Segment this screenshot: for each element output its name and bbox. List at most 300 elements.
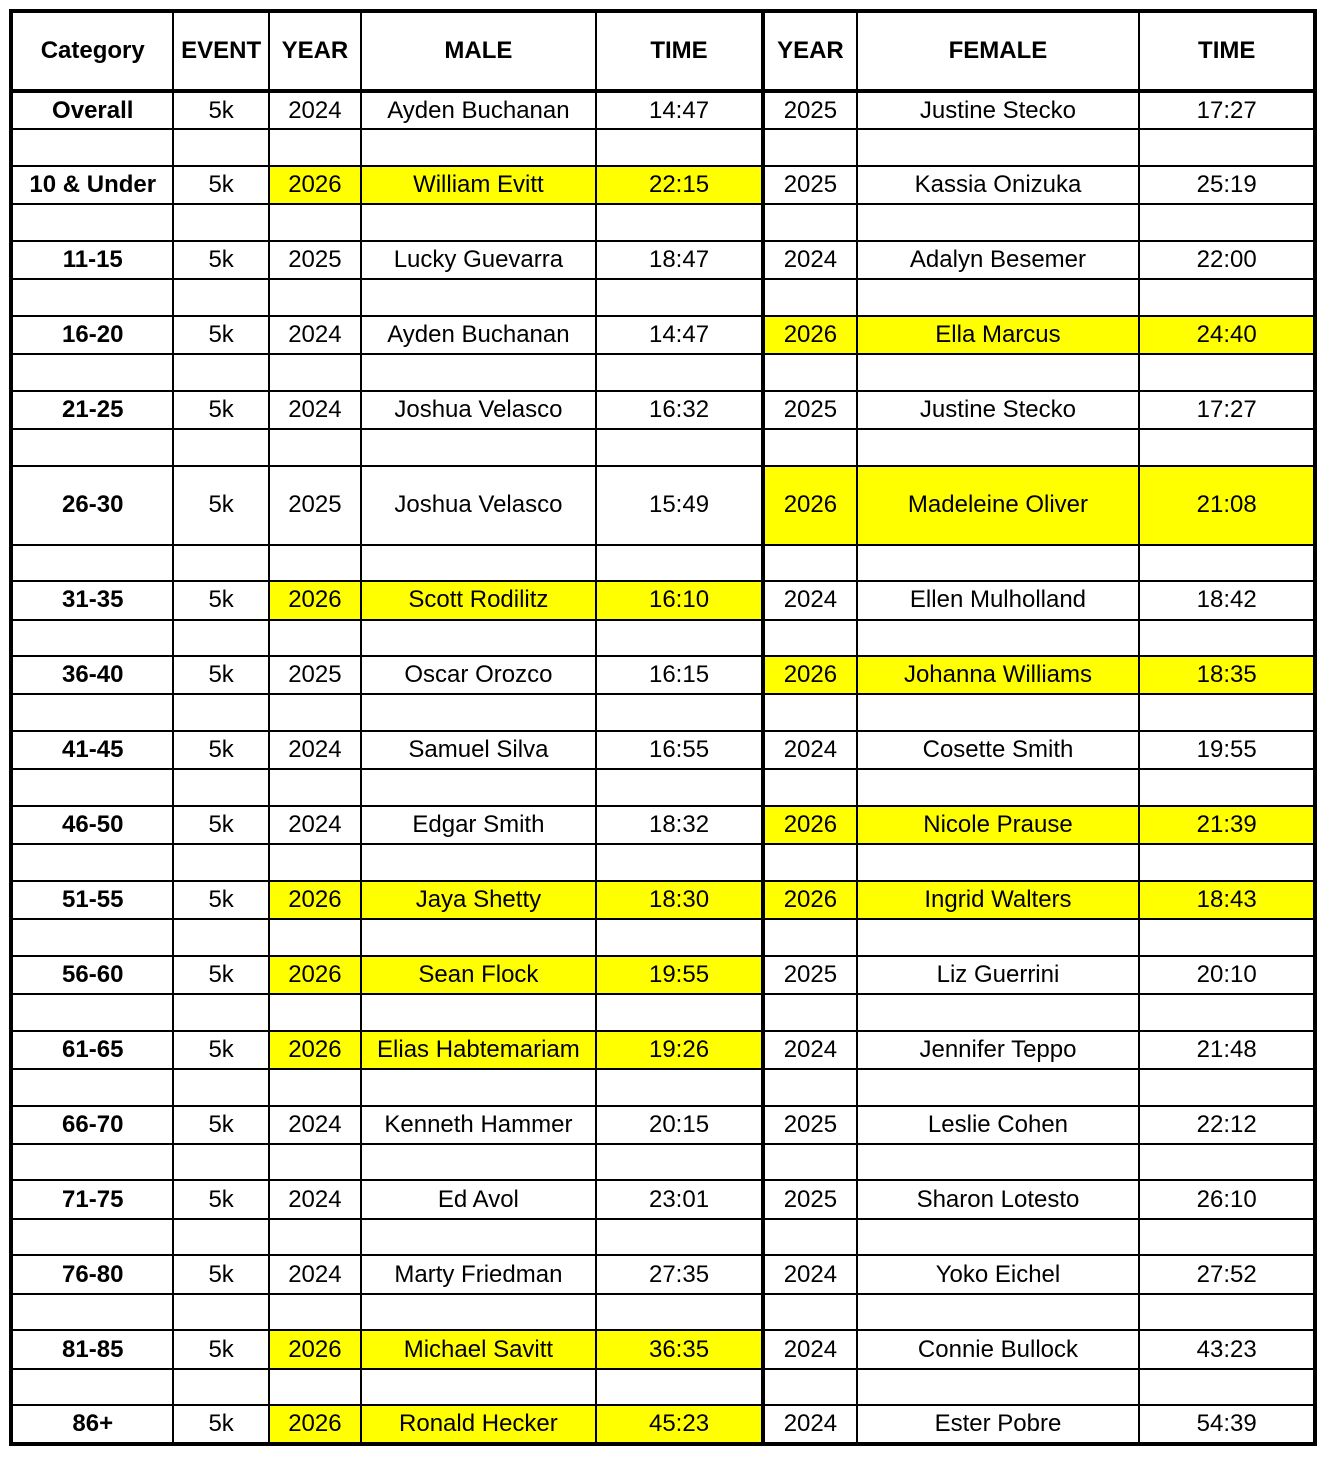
category-cell: 71-75	[11, 1180, 173, 1218]
female-year-cell: 2024	[763, 581, 856, 619]
category-cell: 51-55	[11, 881, 173, 919]
category-cell: Overall	[11, 91, 173, 129]
empty-cell	[1139, 279, 1315, 315]
male-year-cell: 2024	[269, 1106, 361, 1144]
male-name-cell: Ayden Buchanan	[361, 91, 596, 129]
table-row	[11, 1180, 1315, 1218]
male-time-cell: 16:32	[596, 391, 764, 429]
table-row	[11, 1106, 1315, 1144]
header-event: EVENT	[173, 11, 268, 91]
event-cell: 5k	[173, 316, 268, 354]
empty-cell	[596, 279, 764, 315]
event-cell: 5k	[173, 241, 268, 279]
category-cell: 46-50	[11, 806, 173, 844]
empty-cell	[11, 769, 173, 805]
male-year-cell: 2026	[269, 1031, 361, 1069]
event-cell: 5k	[173, 391, 268, 429]
event-cell: 5k	[173, 581, 268, 619]
empty-cell	[857, 354, 1140, 390]
empty-cell	[11, 994, 173, 1030]
empty-cell	[763, 354, 856, 390]
empty-cell	[596, 129, 764, 165]
empty-cell	[269, 620, 361, 656]
empty-cell	[1139, 620, 1315, 656]
spacer-row	[11, 279, 1315, 315]
female-name-cell: Adalyn Besemer	[857, 241, 1140, 279]
empty-cell	[596, 919, 764, 955]
empty-cell	[11, 620, 173, 656]
empty-cell	[596, 545, 764, 581]
female-time-cell: 19:55	[1139, 731, 1315, 769]
female-name-cell: Liz Guerrini	[857, 956, 1140, 994]
empty-cell	[1139, 1069, 1315, 1105]
empty-cell	[11, 844, 173, 880]
event-cell: 5k	[173, 1180, 268, 1218]
empty-cell	[173, 994, 268, 1030]
male-name-cell: Elias Habtemariam	[361, 1031, 596, 1069]
event-cell: 5k	[173, 656, 268, 694]
empty-cell	[763, 994, 856, 1030]
category-cell: 76-80	[11, 1255, 173, 1293]
empty-cell	[173, 1069, 268, 1105]
category-cell: 10 & Under	[11, 166, 173, 204]
male-time-cell: 16:15	[596, 656, 764, 694]
empty-cell	[269, 429, 361, 465]
table-row	[11, 91, 1315, 129]
empty-cell	[11, 1219, 173, 1255]
table-row	[11, 466, 1315, 545]
female-year-cell: 2024	[763, 731, 856, 769]
spacer-row	[11, 1219, 1315, 1255]
female-name-cell: Sharon Lotesto	[857, 1180, 1140, 1218]
empty-cell	[1139, 204, 1315, 240]
empty-cell	[11, 354, 173, 390]
male-year-cell: 2026	[269, 166, 361, 204]
male-time-cell: 23:01	[596, 1180, 764, 1218]
table-row	[11, 956, 1315, 994]
female-name-cell: Nicole Prause	[857, 806, 1140, 844]
male-name-cell: Sean Flock	[361, 956, 596, 994]
empty-cell	[596, 694, 764, 730]
category-cell: 81-85	[11, 1330, 173, 1368]
male-time-cell: 19:55	[596, 956, 764, 994]
empty-cell	[763, 769, 856, 805]
empty-cell	[173, 919, 268, 955]
male-name-cell: Joshua Velasco	[361, 466, 596, 545]
spacer-row	[11, 1144, 1315, 1180]
empty-cell	[361, 994, 596, 1030]
empty-cell	[763, 129, 856, 165]
female-name-cell: Madeleine Oliver	[857, 466, 1140, 545]
female-time-cell: 22:12	[1139, 1106, 1315, 1144]
empty-cell	[857, 919, 1140, 955]
table-row	[11, 1405, 1315, 1444]
empty-cell	[763, 919, 856, 955]
category-cell: 11-15	[11, 241, 173, 279]
empty-cell	[11, 129, 173, 165]
female-time-cell: 54:39	[1139, 1405, 1315, 1444]
empty-cell	[173, 620, 268, 656]
empty-cell	[11, 429, 173, 465]
spacer-row	[11, 204, 1315, 240]
male-year-cell: 2025	[269, 466, 361, 545]
empty-cell	[1139, 1144, 1315, 1180]
empty-cell	[11, 1069, 173, 1105]
male-name-cell: Samuel Silva	[361, 731, 596, 769]
male-year-cell: 2026	[269, 581, 361, 619]
female-name-cell: Justine Stecko	[857, 91, 1140, 129]
event-cell: 5k	[173, 166, 268, 204]
female-time-cell: 26:10	[1139, 1180, 1315, 1218]
empty-cell	[857, 1369, 1140, 1405]
empty-cell	[1139, 1369, 1315, 1405]
empty-cell	[596, 994, 764, 1030]
female-year-cell: 2026	[763, 806, 856, 844]
male-name-cell: Jaya Shetty	[361, 881, 596, 919]
spacer-row	[11, 919, 1315, 955]
male-name-cell: Lucky Guevarra	[361, 241, 596, 279]
category-cell: 26-30	[11, 466, 173, 545]
male-time-cell: 15:49	[596, 466, 764, 545]
male-year-cell: 2024	[269, 806, 361, 844]
table-row	[11, 731, 1315, 769]
empty-cell	[596, 1219, 764, 1255]
empty-cell	[596, 844, 764, 880]
event-cell: 5k	[173, 731, 268, 769]
empty-cell	[361, 919, 596, 955]
male-name-cell: Michael Savitt	[361, 1330, 596, 1368]
female-name-cell: Johanna Williams	[857, 656, 1140, 694]
female-name-cell: Leslie Cohen	[857, 1106, 1140, 1144]
spacer-row	[11, 1294, 1315, 1330]
male-name-cell: Ronald Hecker	[361, 1405, 596, 1444]
category-cell: 86+	[11, 1405, 173, 1444]
empty-cell	[269, 204, 361, 240]
empty-cell	[361, 129, 596, 165]
male-name-cell: Oscar Orozco	[361, 656, 596, 694]
male-time-cell: 19:26	[596, 1031, 764, 1069]
empty-cell	[857, 545, 1140, 581]
female-name-cell: Ella Marcus	[857, 316, 1140, 354]
header-male-year: YEAR	[269, 11, 361, 91]
male-time-cell: 20:15	[596, 1106, 764, 1144]
male-time-cell: 18:47	[596, 241, 764, 279]
male-year-cell: 2026	[269, 881, 361, 919]
empty-cell	[596, 620, 764, 656]
empty-cell	[857, 279, 1140, 315]
female-name-cell: Ingrid Walters	[857, 881, 1140, 919]
table-row	[11, 1255, 1315, 1293]
male-year-cell: 2025	[269, 241, 361, 279]
event-cell: 5k	[173, 1031, 268, 1069]
empty-cell	[763, 694, 856, 730]
male-year-cell: 2024	[269, 91, 361, 129]
empty-cell	[763, 429, 856, 465]
male-time-cell: 14:47	[596, 91, 764, 129]
female-year-cell: 2025	[763, 166, 856, 204]
male-name-cell: Scott Rodilitz	[361, 581, 596, 619]
empty-cell	[11, 204, 173, 240]
empty-cell	[11, 919, 173, 955]
empty-cell	[173, 129, 268, 165]
empty-cell	[173, 769, 268, 805]
male-year-cell: 2025	[269, 656, 361, 694]
female-year-cell: 2026	[763, 466, 856, 545]
female-year-cell: 2026	[763, 316, 856, 354]
empty-cell	[1139, 994, 1315, 1030]
spacer-row	[11, 1069, 1315, 1105]
empty-cell	[173, 545, 268, 581]
female-name-cell: Cosette Smith	[857, 731, 1140, 769]
female-time-cell: 18:35	[1139, 656, 1315, 694]
empty-cell	[857, 994, 1140, 1030]
empty-cell	[857, 204, 1140, 240]
empty-cell	[596, 1069, 764, 1105]
empty-cell	[857, 1144, 1140, 1180]
male-time-cell: 16:10	[596, 581, 764, 619]
female-name-cell: Ester Pobre	[857, 1405, 1140, 1444]
event-cell: 5k	[173, 1255, 268, 1293]
empty-cell	[596, 354, 764, 390]
empty-cell	[1139, 545, 1315, 581]
empty-cell	[361, 429, 596, 465]
female-name-cell: Ellen Mulholland	[857, 581, 1140, 619]
empty-cell	[173, 694, 268, 730]
female-time-cell: 21:39	[1139, 806, 1315, 844]
empty-cell	[596, 769, 764, 805]
empty-cell	[1139, 694, 1315, 730]
empty-cell	[11, 1369, 173, 1405]
empty-cell	[269, 545, 361, 581]
male-name-cell: Joshua Velasco	[361, 391, 596, 429]
empty-cell	[361, 1219, 596, 1255]
category-cell: 61-65	[11, 1031, 173, 1069]
empty-cell	[1139, 429, 1315, 465]
male-time-cell: 45:23	[596, 1405, 764, 1444]
empty-cell	[173, 844, 268, 880]
empty-cell	[269, 994, 361, 1030]
empty-cell	[173, 1144, 268, 1180]
female-name-cell: Yoko Eichel	[857, 1255, 1140, 1293]
empty-cell	[173, 279, 268, 315]
empty-cell	[763, 545, 856, 581]
event-cell: 5k	[173, 1330, 268, 1368]
female-time-cell: 17:27	[1139, 91, 1315, 129]
male-name-cell: William Evitt	[361, 166, 596, 204]
header-female-year: YEAR	[763, 11, 856, 91]
empty-cell	[173, 1219, 268, 1255]
empty-cell	[269, 129, 361, 165]
empty-cell	[269, 1369, 361, 1405]
empty-cell	[763, 1144, 856, 1180]
spacer-row	[11, 769, 1315, 805]
empty-cell	[11, 545, 173, 581]
empty-cell	[857, 844, 1140, 880]
male-year-cell: 2026	[269, 1405, 361, 1444]
table-row	[11, 881, 1315, 919]
spacer-row	[11, 354, 1315, 390]
empty-cell	[11, 1144, 173, 1180]
spacer-row	[11, 994, 1315, 1030]
empty-cell	[173, 429, 268, 465]
event-cell: 5k	[173, 91, 268, 129]
male-name-cell: Ed Avol	[361, 1180, 596, 1218]
empty-cell	[763, 1069, 856, 1105]
table-row	[11, 316, 1315, 354]
empty-cell	[269, 844, 361, 880]
table-row	[11, 166, 1315, 204]
empty-cell	[361, 694, 596, 730]
male-year-cell: 2024	[269, 1180, 361, 1218]
empty-cell	[1139, 1219, 1315, 1255]
male-time-cell: 36:35	[596, 1330, 764, 1368]
empty-cell	[596, 429, 764, 465]
event-cell: 5k	[173, 1405, 268, 1444]
empty-cell	[857, 129, 1140, 165]
category-cell: 21-25	[11, 391, 173, 429]
empty-cell	[763, 620, 856, 656]
empty-cell	[269, 1144, 361, 1180]
empty-cell	[11, 694, 173, 730]
empty-cell	[763, 1294, 856, 1330]
empty-cell	[173, 1369, 268, 1405]
empty-cell	[857, 429, 1140, 465]
category-cell: 56-60	[11, 956, 173, 994]
female-year-cell: 2025	[763, 391, 856, 429]
event-cell: 5k	[173, 806, 268, 844]
empty-cell	[11, 279, 173, 315]
male-name-cell: Edgar Smith	[361, 806, 596, 844]
male-time-cell: 18:32	[596, 806, 764, 844]
female-time-cell: 21:08	[1139, 466, 1315, 545]
male-time-cell: 22:15	[596, 166, 764, 204]
empty-cell	[361, 1069, 596, 1105]
empty-cell	[763, 1219, 856, 1255]
female-name-cell: Jennifer Teppo	[857, 1031, 1140, 1069]
female-time-cell: 43:23	[1139, 1330, 1315, 1368]
empty-cell	[1139, 1294, 1315, 1330]
empty-cell	[596, 1144, 764, 1180]
table-row	[11, 1031, 1315, 1069]
table-row	[11, 581, 1315, 619]
empty-cell	[857, 1294, 1140, 1330]
empty-cell	[763, 204, 856, 240]
empty-cell	[361, 354, 596, 390]
female-time-cell: 27:52	[1139, 1255, 1315, 1293]
spacer-row	[11, 129, 1315, 165]
spacer-row	[11, 694, 1315, 730]
female-year-cell: 2025	[763, 1106, 856, 1144]
empty-cell	[763, 279, 856, 315]
empty-cell	[11, 1294, 173, 1330]
female-name-cell: Connie Bullock	[857, 1330, 1140, 1368]
empty-cell	[1139, 354, 1315, 390]
empty-cell	[1139, 919, 1315, 955]
spacer-row	[11, 844, 1315, 880]
male-time-cell: 27:35	[596, 1255, 764, 1293]
event-cell: 5k	[173, 881, 268, 919]
female-time-cell: 22:00	[1139, 241, 1315, 279]
male-name-cell: Marty Friedman	[361, 1255, 596, 1293]
empty-cell	[269, 354, 361, 390]
female-name-cell: Kassia Onizuka	[857, 166, 1140, 204]
male-time-cell: 14:47	[596, 316, 764, 354]
male-name-cell: Ayden Buchanan	[361, 316, 596, 354]
empty-cell	[361, 279, 596, 315]
female-time-cell: 25:19	[1139, 166, 1315, 204]
header-male-time: TIME	[596, 11, 764, 91]
empty-cell	[361, 769, 596, 805]
female-time-cell: 21:48	[1139, 1031, 1315, 1069]
empty-cell	[269, 769, 361, 805]
female-time-cell: 20:10	[1139, 956, 1315, 994]
empty-cell	[269, 1069, 361, 1105]
empty-cell	[269, 1294, 361, 1330]
empty-cell	[361, 844, 596, 880]
female-year-cell: 2024	[763, 241, 856, 279]
empty-cell	[1139, 129, 1315, 165]
header-category: Category	[11, 11, 173, 91]
event-cell: 5k	[173, 956, 268, 994]
table-row	[11, 1330, 1315, 1368]
category-cell: 36-40	[11, 656, 173, 694]
category-cell: 31-35	[11, 581, 173, 619]
male-year-cell: 2024	[269, 391, 361, 429]
spacer-row	[11, 620, 1315, 656]
empty-cell	[269, 919, 361, 955]
male-year-cell: 2026	[269, 1330, 361, 1368]
header-female-time: TIME	[1139, 11, 1315, 91]
female-year-cell: 2025	[763, 91, 856, 129]
empty-cell	[361, 545, 596, 581]
spacer-row	[11, 1369, 1315, 1405]
female-year-cell: 2025	[763, 1180, 856, 1218]
female-time-cell: 18:42	[1139, 581, 1315, 619]
empty-cell	[173, 1294, 268, 1330]
records-table	[9, 9, 1317, 1446]
empty-cell	[173, 204, 268, 240]
table-row	[11, 806, 1315, 844]
female-time-cell: 24:40	[1139, 316, 1315, 354]
empty-cell	[857, 1069, 1140, 1105]
empty-cell	[857, 620, 1140, 656]
male-time-cell: 18:30	[596, 881, 764, 919]
empty-cell	[269, 279, 361, 315]
empty-cell	[173, 354, 268, 390]
empty-cell	[269, 694, 361, 730]
female-year-cell: 2024	[763, 1255, 856, 1293]
empty-cell	[596, 1369, 764, 1405]
female-year-cell: 2026	[763, 881, 856, 919]
female-year-cell: 2026	[763, 656, 856, 694]
empty-cell	[361, 204, 596, 240]
empty-cell	[857, 1219, 1140, 1255]
empty-cell	[361, 620, 596, 656]
empty-cell	[361, 1294, 596, 1330]
category-cell: 66-70	[11, 1106, 173, 1144]
records-body	[11, 91, 1315, 1444]
male-name-cell: Kenneth Hammer	[361, 1106, 596, 1144]
header-row	[11, 11, 1315, 91]
female-year-cell: 2024	[763, 1031, 856, 1069]
empty-cell	[1139, 769, 1315, 805]
female-time-cell: 17:27	[1139, 391, 1315, 429]
empty-cell	[857, 769, 1140, 805]
female-year-cell: 2025	[763, 956, 856, 994]
female-year-cell: 2024	[763, 1330, 856, 1368]
female-time-cell: 18:43	[1139, 881, 1315, 919]
empty-cell	[596, 1294, 764, 1330]
